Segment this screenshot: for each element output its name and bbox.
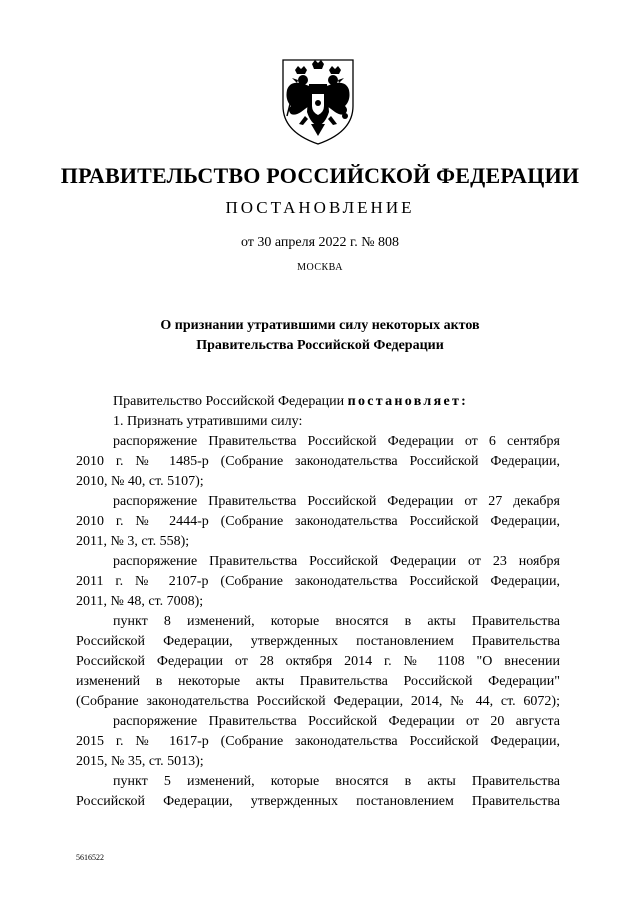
paragraph-6: пункт 5 изменений, которые вносятся в акты Правительства bbox=[113, 774, 560, 789]
item-1: 1. Признать утратившими силу: bbox=[113, 414, 303, 429]
text-line: 2011 г. № 2107-р (Собрание законодательства Российской Федерации, bbox=[76, 574, 560, 589]
subject-line: Правительства Российской Федерации bbox=[196, 338, 444, 353]
document-code: 5616522 bbox=[76, 853, 104, 862]
government-title: ПРАВИТЕЛЬСТВО РОССИЙСКОЙ ФЕДЕРАЦИИ bbox=[60, 163, 580, 188]
text-line: Российской Федерации, утвержденных постановлением Правительства bbox=[76, 634, 560, 649]
coat-of-arms-icon bbox=[275, 54, 361, 146]
intro-paragraph bbox=[76, 392, 560, 412]
text-line: 2011, № 3, ст. 558); bbox=[76, 534, 190, 549]
paragraph-1 bbox=[76, 432, 560, 472]
text-line: 2010, № 40, ст. 5107); bbox=[76, 474, 204, 489]
text-line: (Собрание законодательства Российской Федерации, 2014, № 44, ст. 6072); bbox=[76, 694, 560, 709]
document-type: ПОСТАНОВЛЕНИЕ bbox=[225, 198, 415, 217]
paragraph-4: пункт 8 изменений, которые вносятся в акты Правительства bbox=[113, 614, 560, 629]
intro-verb: постановляет: bbox=[347, 394, 469, 409]
text-line: 2010 г. № 2444-р (Собрание законодательства Российской Федерации, bbox=[76, 514, 560, 529]
document-date-number: от 30 апреля 2022 г. № 808 bbox=[240, 235, 400, 250]
document-subject bbox=[0, 316, 640, 356]
paragraph-2 bbox=[76, 492, 560, 512]
document-body bbox=[76, 392, 560, 812]
paragraph-5: распоряжение Правительства Российской Федерации от 20 августа bbox=[113, 714, 560, 729]
text-line: 2011, № 48, ст. 7008); bbox=[76, 594, 204, 609]
text-line: 2015, № 35, ст. 5013); bbox=[76, 754, 204, 769]
text-line: 2010 г. № 1485-р (Собрание законодательства Российской Федерации, bbox=[76, 454, 560, 469]
text-line: Российской Федерации, утвержденных постановлением Правительства bbox=[76, 794, 560, 809]
text-line: Российской Федерации от 28 октября 2014 г. № 1108 "О внесении bbox=[76, 654, 560, 669]
subject-line: О признании утратившими силу некоторых актов bbox=[160, 318, 480, 333]
text-line: распоряжение Правительства Российской Федерации от 6 сентября bbox=[113, 434, 560, 449]
intro-prefix: Правительство Российской Федерации bbox=[113, 394, 348, 409]
text-line: распоряжение Правительства Российской Федерации от 27 декабря bbox=[113, 494, 560, 509]
text-line: 2015 г. № 1617-р (Собрание законодательства Российской Федерации, bbox=[76, 734, 560, 749]
city-name: МОСКВА bbox=[297, 262, 343, 273]
paragraph-3: распоряжение Правительства Российской Федерации от 23 ноября bbox=[113, 554, 560, 569]
text-line: изменений в некоторые акты Правительства Российской Федерации" bbox=[76, 674, 560, 689]
